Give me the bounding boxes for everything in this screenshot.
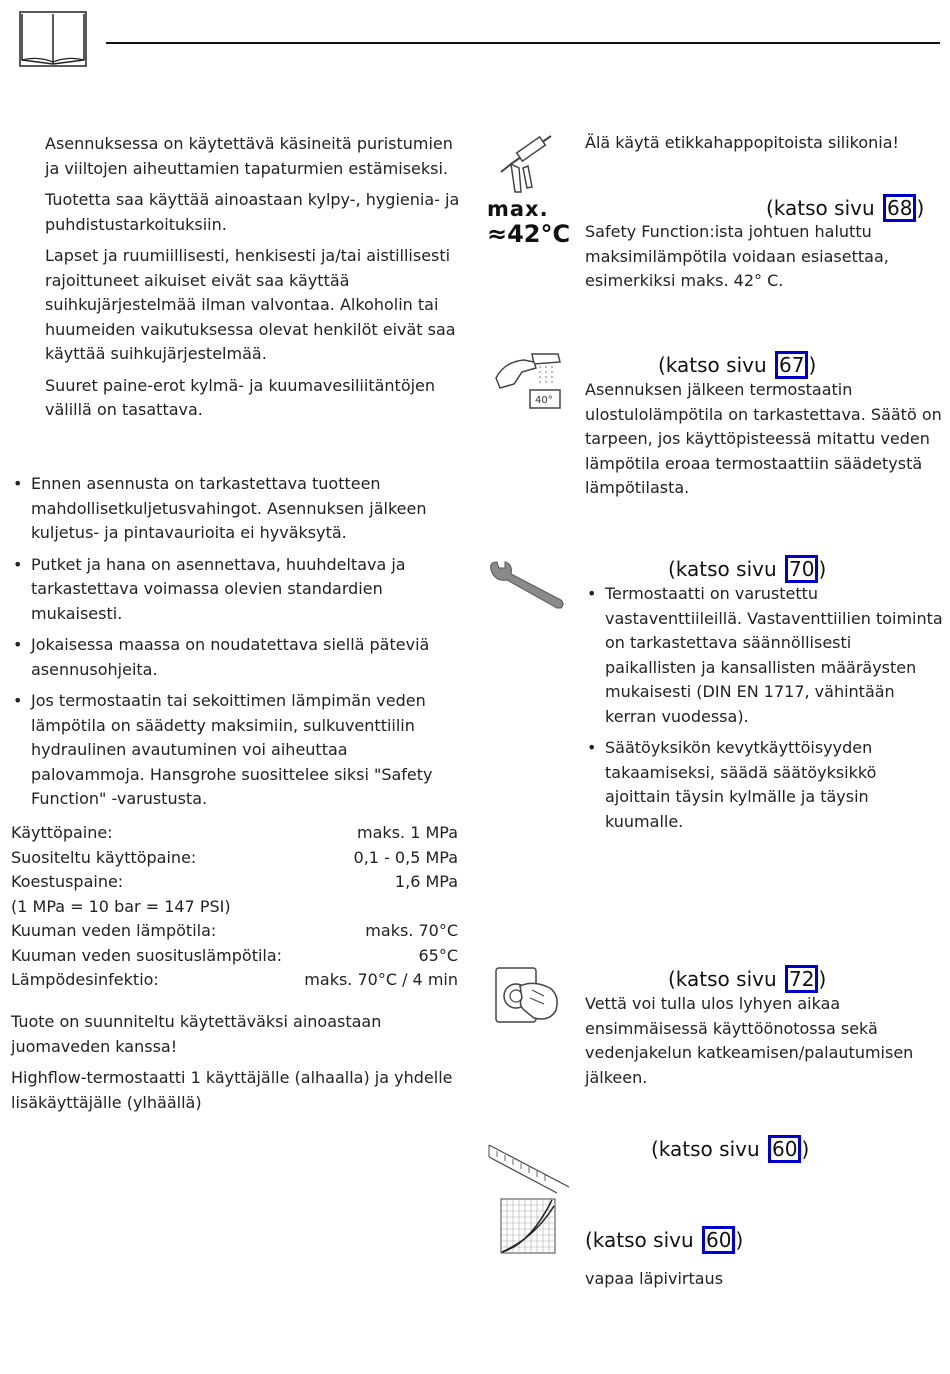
product-note: Tuote on suunniteltu käytettäväksi ainoastaan juomaveden kanssa!	[11, 1012, 382, 1056]
safety-note: Lapset ja ruumiillisesti, henkisesti ja/tai aistillisesti rajoittuneet aikuiset eivät saa käyttää suihkujärjestelmää ilman valvontaa. Alkoholin tai huumeiden vaikutuksessa olevat henkilöt eivät saa käyttää suihkujärjestelmää.	[45, 246, 456, 363]
silicone-warning: Älä käytä etikkahappopitoista silikonia!	[585, 133, 899, 152]
see-page-text: (katso sivu	[651, 1137, 760, 1161]
spec-label: Lämpödesinfektio:	[11, 970, 159, 989]
product-note: Highflow-termostaatti 1 käyttäjälle (alhaalla) ja yhdelle lisäkäyttäjälle (ylhäällä)	[11, 1068, 453, 1112]
list-item: • Jos termostaatin tai sekoittimen lämpimän veden lämpötila on säädetty maksimiin, sulkuventtiilin hydraulinen avautuminen voi aiheuttaa palovammoja. Hansgrohe suosittelee siksi "Safety Function" -varustusta.	[11, 689, 463, 812]
page-reference	[668, 555, 826, 583]
list-item: • Termostaatti on varustettu vastaventtiileillä. Vastaventtiilien toiminta on tarkastettava säännöllisesti paikallisten ja kansallisten määräysten mukaisesti (DIN EN 1717, vähintään kerran vuodessa).	[585, 582, 943, 729]
product-notes	[11, 1010, 461, 1122]
see-page-text: (katso sivu	[585, 1228, 694, 1252]
max-label: max.	[487, 197, 549, 221]
spec-label: Suositeltu käyttöpaine:	[11, 847, 197, 867]
spec-table	[11, 821, 458, 993]
book-icon	[18, 10, 88, 72]
max-temp-label: ≈42°C	[487, 220, 571, 248]
list-item: • Jokaisessa maassa on noudatettava siellä päteviä asennusohjeita.	[11, 633, 463, 682]
page-reference	[585, 1226, 743, 1254]
list-item: • Ennen asennusta on tarkastettava tuotteen mahdollisetkuljetusvahingot. Asennuksen jälkeen kuljetus- ja pintavaurioita ei hyväksytä.	[11, 472, 463, 546]
see-page-text: (katso sivu	[766, 196, 875, 220]
page-reference	[651, 1135, 809, 1163]
page-reference	[668, 965, 826, 993]
spec-value: maks. 70°C	[365, 921, 458, 940]
spec-row	[11, 846, 458, 871]
free-flow-label: vapaa läpivirtaus	[585, 1269, 724, 1288]
page-link-60[interactable]: 60	[768, 1135, 801, 1163]
silicone-gun-icon	[497, 132, 559, 198]
spec-value: maks. 70°C / 4 min	[304, 970, 458, 989]
close-paren: )	[808, 353, 817, 377]
flow-chart-icon	[500, 1198, 556, 1258]
spec-label: Koestuspaine:	[11, 872, 124, 891]
temperature-check-text: Asennuksen jälkeen termostaatin ulostulolämpötila on tarkastettava. Säätö on tarpeen, jos käyttöpisteessä mitattu veden lämpötila eroaa termostaattiin säädetystä lämpötilasta.	[585, 380, 942, 497]
see-page-text: (katso sivu	[668, 967, 777, 991]
spec-value: 0,1 - 0,5 MPa	[353, 847, 458, 867]
page-link-60[interactable]: 60	[702, 1226, 735, 1254]
spec-row	[11, 821, 458, 846]
close-paren: )	[801, 1137, 810, 1161]
thermometer-readout: 40°	[535, 395, 553, 406]
safety-note: Tuotetta saa käyttää ainoastaan kylpy-, hygienia- ja puhdistustarkoituksiin.	[45, 190, 460, 234]
spec-row	[11, 895, 458, 920]
page-link-70[interactable]: 70	[785, 555, 818, 583]
close-paren: )	[735, 1228, 744, 1252]
first-use-text: Vettä voi tulla ulos lyhyen aikaa ensimmäisessä käyttöönotossa sekä vedenjakelun katkeamisen/palautumisen jälkeen.	[585, 994, 914, 1087]
spec-value: maks. 1 MPa	[357, 823, 458, 842]
install-notes	[11, 472, 463, 819]
page-link-72[interactable]: 72	[785, 965, 818, 993]
close-paren: )	[916, 196, 925, 220]
safety-notes	[45, 132, 463, 430]
close-paren: )	[818, 967, 827, 991]
see-page-text: (katso sivu	[668, 557, 777, 581]
page-reference	[658, 351, 816, 379]
list-item: • Putket ja hana on asennettava, huuhdeltava ja tarkastettava voimassa olevien standardien mukaisesti.	[11, 553, 463, 627]
header-rule	[106, 42, 940, 44]
list-item: • Säätöyksikön kevytkäyttöisyyden takaamiseksi, säädä säätöyksikkö ajoittain täysin kylmälle ja täysin kuumalle.	[585, 736, 943, 834]
spec-row	[11, 944, 458, 969]
spec-value: 1,6 MPa	[394, 872, 458, 891]
spec-row	[11, 919, 458, 944]
spec-row	[11, 968, 458, 993]
safety-note: Suuret paine-erot kylmä- ja kuumavesiliitäntöjen välillä on tasattava.	[45, 375, 436, 419]
close-paren: )	[818, 557, 827, 581]
page-reference	[766, 194, 924, 222]
spec-value: 65°C	[418, 945, 458, 965]
wrench-icon	[487, 560, 567, 614]
temperature-check-icon	[494, 350, 564, 416]
see-page-text: (katso sivu	[658, 353, 767, 377]
safety-note: Asennuksessa on käytettävä käsineitä puristumien ja viiltojen aiheuttamien tapaturmien estämiseksi.	[45, 134, 453, 178]
page-link-68[interactable]: 68	[883, 194, 916, 222]
maintenance-notes	[585, 582, 943, 841]
page-link-67[interactable]: 67	[775, 351, 808, 379]
spec-label: Käyttöpaine:	[11, 823, 113, 842]
spec-label: Kuuman veden lämpötila:	[11, 921, 217, 940]
safety-function-text: Safety Function:ista johtuen haluttu maksimilämpötila voidaan esiasettaa, esimerkiksi maks. 42° C.	[585, 222, 889, 290]
spec-row	[11, 870, 458, 895]
spec-label: (1 MPa = 10 bar = 147 PSI)	[11, 896, 231, 916]
knob-turn-icon	[494, 966, 564, 1030]
spec-label: Kuuman veden suosituslämpötila:	[11, 945, 283, 965]
